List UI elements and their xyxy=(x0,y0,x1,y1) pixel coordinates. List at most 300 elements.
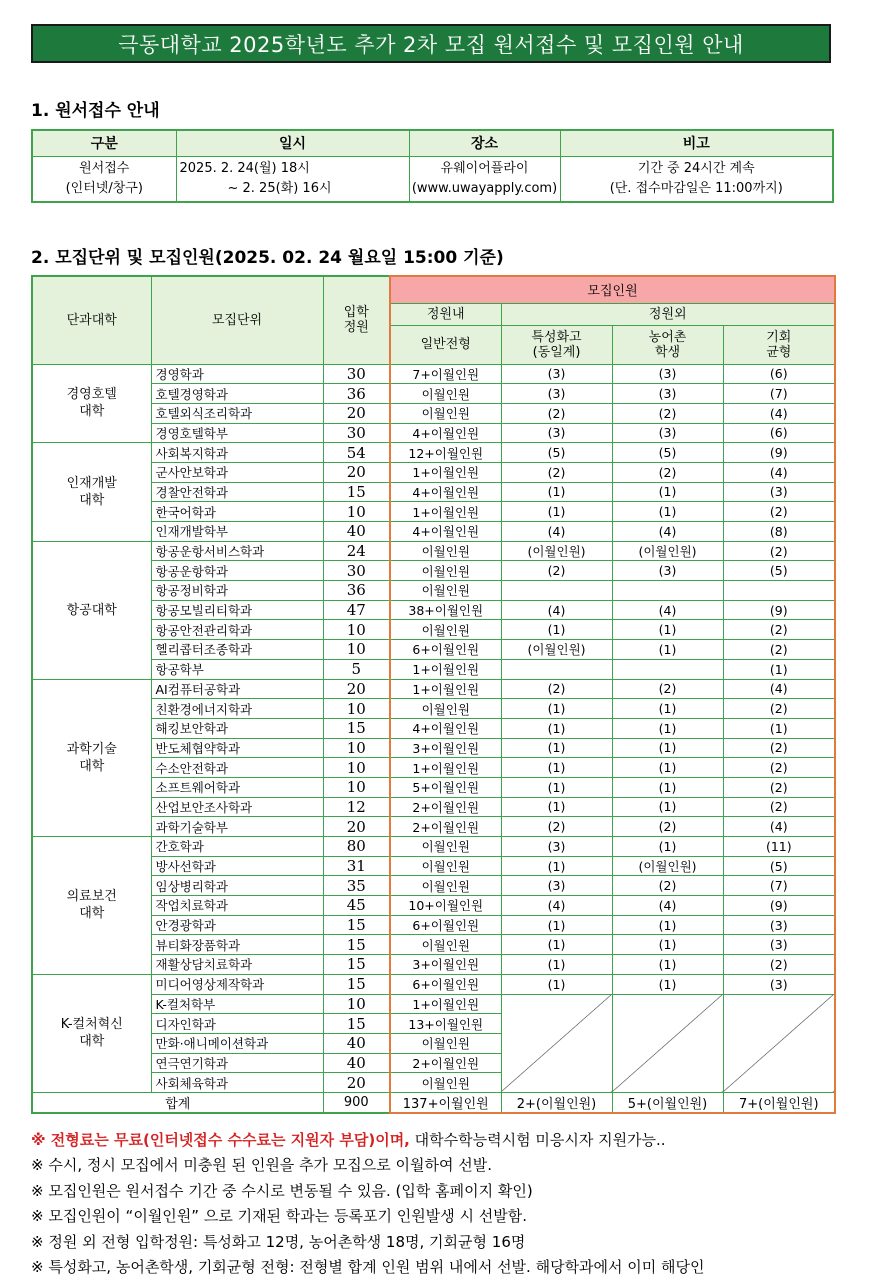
page-banner xyxy=(31,24,831,63)
college-name-line1: 인재개발 xyxy=(66,475,117,491)
general-cell: 3+이월인원 xyxy=(390,738,501,758)
capacity-cell: 15 xyxy=(323,1014,390,1034)
college-name-line1: 과학기술 xyxy=(66,741,117,757)
special-cell: (1) xyxy=(501,738,612,758)
header-rural-line1: 농어촌 xyxy=(648,329,687,345)
capacity-cell: 15 xyxy=(323,482,390,502)
rural-cell: (1) xyxy=(612,699,723,719)
equal-cell: (3) xyxy=(723,974,835,994)
application-note-line1: 기간 중 24시간 계속 xyxy=(637,160,755,176)
capacity-cell: 36 xyxy=(323,384,390,404)
capacity-cell: 24 xyxy=(323,541,390,561)
capacity-cell: 40 xyxy=(323,1033,390,1053)
header-date: 일시 xyxy=(176,130,409,156)
equal-cell: (2) xyxy=(723,640,835,660)
unit-name-cell: 수소안전학과 xyxy=(151,758,323,778)
table-row xyxy=(32,955,835,975)
general-cell: 6+이월인원 xyxy=(390,974,501,994)
equal-cell: (9) xyxy=(723,600,835,620)
rural-cell: (2) xyxy=(612,462,723,482)
recruitment-table xyxy=(31,275,836,1114)
header-college: 단과대학 xyxy=(32,276,151,364)
general-cell: 이월인원 xyxy=(390,561,501,581)
table-row xyxy=(32,837,835,857)
unit-name-cell: 미디어영상제작학과 xyxy=(151,974,323,994)
header-unit: 모집단위 xyxy=(151,276,323,364)
general-cell: 이월인원 xyxy=(390,699,501,719)
special-cell: (1) xyxy=(501,699,612,719)
equal-cell: (1) xyxy=(723,718,835,738)
header-recruit: 모집인원 xyxy=(390,276,835,303)
general-cell: 10+이월인원 xyxy=(390,896,501,916)
unit-name-cell: 재활상담치료학과 xyxy=(151,955,323,975)
application-info-table xyxy=(31,129,834,203)
rural-cell: (1) xyxy=(612,738,723,758)
college-name-cell xyxy=(32,443,151,541)
table-row xyxy=(32,581,835,601)
unit-name-cell: 경영호텔학부 xyxy=(151,423,323,443)
special-cell: (4) xyxy=(501,522,612,542)
capacity-cell: 10 xyxy=(323,738,390,758)
capacity-cell: 15 xyxy=(323,955,390,975)
unit-name-cell: 경찰안전학과 xyxy=(151,482,323,502)
capacity-cell: 40 xyxy=(323,1053,390,1073)
table-row xyxy=(32,640,835,660)
equal-cell: (3) xyxy=(723,482,835,502)
special-cell: (2) xyxy=(501,817,612,837)
general-cell: 이월인원 xyxy=(390,1073,501,1093)
capacity-cell: 80 xyxy=(323,837,390,857)
college-name-line1: 의료보건 xyxy=(66,889,117,905)
header-rural-line2: 학생 xyxy=(654,344,681,360)
college-name-cell xyxy=(32,837,151,975)
unit-name-cell: 한국어학과 xyxy=(151,502,323,522)
header-place: 장소 xyxy=(409,130,560,156)
capacity-cell: 12 xyxy=(323,797,390,817)
table-row xyxy=(32,856,835,876)
unit-name-cell: 디자인학과 xyxy=(151,1014,323,1034)
general-cell: 1+이월인원 xyxy=(390,679,501,699)
special-cell: (1) xyxy=(501,777,612,797)
college-name-line1: 경영호텔 xyxy=(66,387,117,403)
general-cell: 이월인원 xyxy=(390,876,501,896)
special-cell: (5) xyxy=(501,443,612,463)
table-row xyxy=(32,443,835,463)
rural-cell: (1) xyxy=(612,797,723,817)
general-cell: 이월인원 xyxy=(390,837,501,857)
capacity-cell: 20 xyxy=(323,817,390,837)
general-cell: 1+이월인원 xyxy=(390,659,501,679)
unit-name-cell: 헬리콥터조종학과 xyxy=(151,640,323,660)
special-cell: (2) xyxy=(501,403,612,423)
equal-cell: (2) xyxy=(723,758,835,778)
capacity-cell: 36 xyxy=(323,581,390,601)
unit-name-cell: 항공안전관리학과 xyxy=(151,620,323,640)
table-row xyxy=(32,482,835,502)
application-note-cell xyxy=(560,156,833,202)
general-cell: 1+이월인원 xyxy=(390,502,501,522)
general-cell: 13+이월인원 xyxy=(390,1014,501,1034)
unit-name-cell: 반도체협약학과 xyxy=(151,738,323,758)
equal-cell: (6) xyxy=(723,364,835,384)
special-cell: (3) xyxy=(501,876,612,896)
equal-cell: (1) xyxy=(723,659,835,679)
general-cell: 4+이월인원 xyxy=(390,522,501,542)
capacity-cell: 47 xyxy=(323,600,390,620)
college-name-cell xyxy=(32,974,151,1092)
header-rural xyxy=(612,325,723,364)
college-name-cell xyxy=(32,364,151,443)
rural-cell: (3) xyxy=(612,364,723,384)
unit-name-cell: 안경광학과 xyxy=(151,915,323,935)
special-cell: (1) xyxy=(501,718,612,738)
header-general: 일반전형 xyxy=(390,325,501,364)
general-cell: 2+이월인원 xyxy=(390,817,501,837)
rural-cell: (1) xyxy=(612,777,723,797)
special-cell: (1) xyxy=(501,974,612,994)
application-type-cell xyxy=(32,156,176,202)
total-row xyxy=(32,1092,835,1113)
application-info-header xyxy=(32,130,833,156)
table-row xyxy=(32,384,835,404)
special-cell: (1) xyxy=(501,935,612,955)
unit-name-cell: 방사선학과 xyxy=(151,856,323,876)
section1-title: 1. 원서접수 안내 xyxy=(31,101,160,121)
unit-name-cell: 항공학부 xyxy=(151,659,323,679)
note-fee-highlight: ※ 전형료는 무료(인터넷접수 수수료는 지원자 부담)이며, xyxy=(31,1131,410,1149)
rural-cell xyxy=(612,581,723,601)
unit-name-cell: 항공운항서비스학과 xyxy=(151,541,323,561)
unit-name-cell: 경영학과 xyxy=(151,364,323,384)
total-rural-cell: 5+(이월인원) xyxy=(612,1092,723,1113)
general-cell: 2+이월인원 xyxy=(390,797,501,817)
unit-name-cell: 소프트웨어학과 xyxy=(151,777,323,797)
general-cell: 6+이월인원 xyxy=(390,640,501,660)
unit-name-cell: 항공운항학과 xyxy=(151,561,323,581)
note-special-selection: ※ 특성화고, 농어촌학생, 기회균형 전형: 전형별 합계 인원 범위 내에서 선발. 해당학과에서 이미 해당인 xyxy=(31,1257,705,1276)
rural-cell: (이월인원) xyxy=(612,541,723,561)
special-cell: (4) xyxy=(501,600,612,620)
equal-cell: (8) xyxy=(723,522,835,542)
rural-cell: (1) xyxy=(612,915,723,935)
total-capacity-cell: 900 xyxy=(323,1092,390,1113)
general-cell: 1+이월인원 xyxy=(390,758,501,778)
unit-name-cell: 항공모빌리티학과 xyxy=(151,600,323,620)
capacity-cell: 10 xyxy=(323,502,390,522)
unit-name-cell: 뷰티화장품학과 xyxy=(151,935,323,955)
equal-cell xyxy=(723,581,835,601)
header-special-line1: 특성화고 xyxy=(531,329,582,345)
equal-cell: (2) xyxy=(723,502,835,522)
capacity-cell: 15 xyxy=(323,718,390,738)
equal-cell: (3) xyxy=(723,915,835,935)
capacity-cell: 10 xyxy=(323,758,390,778)
application-type-line1: 원서접수 xyxy=(79,160,130,176)
capacity-cell: 10 xyxy=(323,699,390,719)
college-name-line1: 항공대학 xyxy=(66,602,117,618)
total-special-cell: 2+(이월인원) xyxy=(501,1092,612,1113)
capacity-cell: 20 xyxy=(323,679,390,699)
general-cell: 1+이월인원 xyxy=(390,994,501,1014)
special-cell: (1) xyxy=(501,915,612,935)
capacity-cell: 40 xyxy=(323,522,390,542)
unit-name-cell: 친환경에너지학과 xyxy=(151,699,323,719)
rural-cell: (4) xyxy=(612,522,723,542)
recruitment-header-row1 xyxy=(32,276,835,303)
application-type-line2: (인터넷/창구) xyxy=(65,180,143,196)
note-extra-quota: ※ 정원 외 전형 입학정원: 특성화고 12명, 농어촌학생 18명, 기회균형 16명 xyxy=(31,1232,526,1251)
college-name-line2: 대학 xyxy=(79,758,105,774)
table-row xyxy=(32,817,835,837)
special-cell: (1) xyxy=(501,856,612,876)
general-cell: 이월인원 xyxy=(390,541,501,561)
unit-name-cell: 만화·애니메이션학과 xyxy=(151,1033,323,1053)
header-equal xyxy=(723,325,835,364)
special-cell: (이월인원) xyxy=(501,640,612,660)
rural-cell: (1) xyxy=(612,758,723,778)
unit-name-cell: 사회체육학과 xyxy=(151,1073,323,1093)
table-row xyxy=(32,876,835,896)
header-inside: 정원내 xyxy=(390,303,501,325)
table-row xyxy=(32,620,835,640)
rural-cell: (1) xyxy=(612,955,723,975)
special-cell: (2) xyxy=(501,462,612,482)
rural-cell: (2) xyxy=(612,403,723,423)
section2-title: 2. 모집단위 및 모집인원(2025. 02. 24 월요일 15:00 기준) xyxy=(31,248,504,268)
table-row xyxy=(32,600,835,620)
equal-cell: (7) xyxy=(723,384,835,404)
equal-cell: (3) xyxy=(723,935,835,955)
rural-cell: (2) xyxy=(612,679,723,699)
note-carryover: ※ 수시, 정시 모집에서 미충원 된 인원을 추가 모집으로 이월하여 선발. xyxy=(31,1156,493,1175)
rural-cell: (1) xyxy=(612,935,723,955)
table-row xyxy=(32,974,835,994)
general-cell: 이월인원 xyxy=(390,403,501,423)
special-cell: (2) xyxy=(501,679,612,699)
application-date-line2: ~ 2. 25(화) 16시 xyxy=(227,180,332,196)
rural-cell: (1) xyxy=(612,482,723,502)
header-capacity-line1: 입학 xyxy=(343,305,369,321)
table-row xyxy=(32,935,835,955)
capacity-cell: 54 xyxy=(323,443,390,463)
special-cell: (1) xyxy=(501,797,612,817)
general-cell: 1+이월인원 xyxy=(390,462,501,482)
equal-cell: (2) xyxy=(723,955,835,975)
equal-cell: (4) xyxy=(723,817,835,837)
application-info-row xyxy=(32,156,833,202)
total-label-cell: 합계 xyxy=(32,1092,323,1113)
table-row xyxy=(32,915,835,935)
special-cell: (1) xyxy=(501,482,612,502)
capacity-cell: 35 xyxy=(323,876,390,896)
equal-cell: (2) xyxy=(723,541,835,561)
rural-diagonal-cell xyxy=(612,994,723,1092)
rural-cell: (3) xyxy=(612,384,723,404)
general-cell: 3+이월인원 xyxy=(390,955,501,975)
rural-cell: (1) xyxy=(612,640,723,660)
unit-name-cell: 연극연기학과 xyxy=(151,1053,323,1073)
table-row xyxy=(32,738,835,758)
capacity-cell: 30 xyxy=(323,364,390,384)
capacity-cell: 10 xyxy=(323,994,390,1014)
special-cell xyxy=(501,659,612,679)
table-row xyxy=(32,699,835,719)
general-cell: 7+이월인원 xyxy=(390,364,501,384)
capacity-cell: 10 xyxy=(323,620,390,640)
equal-cell: (2) xyxy=(723,699,835,719)
special-cell: (4) xyxy=(501,896,612,916)
college-name-line2: 대학 xyxy=(79,906,105,922)
header-outside: 정원외 xyxy=(501,303,835,325)
unit-name-cell: 사회복지학과 xyxy=(151,443,323,463)
college-name-line1: K-컬처혁신 xyxy=(60,1017,123,1033)
general-cell: 5+이월인원 xyxy=(390,777,501,797)
capacity-cell: 5 xyxy=(323,659,390,679)
rural-cell: (1) xyxy=(612,718,723,738)
header-note: 비고 xyxy=(560,130,833,156)
header-equal-line2: 균형 xyxy=(766,344,792,360)
rural-cell: (4) xyxy=(612,600,723,620)
table-row xyxy=(32,502,835,522)
equal-cell: (9) xyxy=(723,443,835,463)
table-row xyxy=(32,679,835,699)
rural-cell: (1) xyxy=(612,502,723,522)
note-fee xyxy=(31,1128,861,1153)
capacity-cell: 15 xyxy=(323,915,390,935)
note-change: ※ 모집인원은 원서접수 기간 중 수시로 변동될 수 있음. (입학 홈페이지 확인) xyxy=(31,1181,533,1200)
special-cell: (1) xyxy=(501,620,612,640)
rural-cell: (1) xyxy=(612,620,723,640)
notes xyxy=(31,1128,861,1280)
table-row xyxy=(32,718,835,738)
application-date-cell xyxy=(176,156,409,202)
header-equal-line1: 기회 xyxy=(766,329,792,345)
application-place-cell xyxy=(409,156,560,202)
table-row xyxy=(32,797,835,817)
capacity-cell: 10 xyxy=(323,777,390,797)
table-row xyxy=(32,659,835,679)
general-cell: 4+이월인원 xyxy=(390,482,501,502)
equal-cell: (4) xyxy=(723,462,835,482)
total-equal-cell: 7+(이월인원) xyxy=(723,1092,835,1113)
header-capacity-line2: 정원 xyxy=(343,320,369,336)
special-cell: (3) xyxy=(501,837,612,857)
banner-title: 극동대학교 2025학년도 추가 2차 모집 원서접수 및 모집인원 안내 xyxy=(118,32,744,57)
equal-diagonal-cell xyxy=(723,994,835,1092)
college-name-line2: 대학 xyxy=(79,404,105,420)
special-diagonal-cell xyxy=(501,994,612,1092)
general-cell: 이월인원 xyxy=(390,1033,501,1053)
equal-cell: (9) xyxy=(723,896,835,916)
unit-name-cell: 간호학과 xyxy=(151,837,323,857)
application-date-line1: 2025. 2. 24(월) 18시 xyxy=(179,160,310,176)
general-cell: 이월인원 xyxy=(390,620,501,640)
equal-cell: (4) xyxy=(723,403,835,423)
rural-cell: (1) xyxy=(612,974,723,994)
general-cell: 4+이월인원 xyxy=(390,423,501,443)
equal-cell: (2) xyxy=(723,620,835,640)
rural-cell: (3) xyxy=(612,561,723,581)
special-cell: (1) xyxy=(501,955,612,975)
table-row xyxy=(32,896,835,916)
rural-cell: (이월인원) xyxy=(612,856,723,876)
equal-cell: (5) xyxy=(723,856,835,876)
rural-cell: (5) xyxy=(612,443,723,463)
unit-name-cell: 산업보안조사학과 xyxy=(151,797,323,817)
application-place-line1: 유웨이어플라이 xyxy=(440,160,529,176)
equal-cell: (2) xyxy=(723,738,835,758)
capacity-cell: 10 xyxy=(323,640,390,660)
college-name-line2: 대학 xyxy=(79,1034,105,1050)
application-note-line2: (단. 접수마감일은 11:00까지) xyxy=(609,180,783,196)
equal-cell: (5) xyxy=(723,561,835,581)
capacity-cell: 45 xyxy=(323,896,390,916)
general-cell: 이월인원 xyxy=(390,384,501,404)
table-row xyxy=(32,758,835,778)
equal-cell: (2) xyxy=(723,797,835,817)
special-cell: (2) xyxy=(501,561,612,581)
special-cell: (3) xyxy=(501,423,612,443)
table-row xyxy=(32,522,835,542)
capacity-cell: 31 xyxy=(323,856,390,876)
general-cell: 2+이월인원 xyxy=(390,1053,501,1073)
unit-name-cell: 항공정비학과 xyxy=(151,581,323,601)
total-general-cell: 137+이월인원 xyxy=(390,1092,501,1113)
unit-name-cell: 호텔외식조리학과 xyxy=(151,403,323,423)
capacity-cell: 20 xyxy=(323,462,390,482)
header-type: 구분 xyxy=(32,130,176,156)
special-cell: (이월인원) xyxy=(501,541,612,561)
unit-name-cell: AI컴퓨터공학과 xyxy=(151,679,323,699)
equal-cell: (4) xyxy=(723,679,835,699)
unit-name-cell: 인재개발학부 xyxy=(151,522,323,542)
rural-cell: (1) xyxy=(612,837,723,857)
table-row xyxy=(32,777,835,797)
equal-cell: (7) xyxy=(723,876,835,896)
application-place-link[interactable]: (www.uwayapply.com) xyxy=(411,180,558,196)
special-cell: (3) xyxy=(501,364,612,384)
rural-cell: (2) xyxy=(612,817,723,837)
general-cell: 4+이월인원 xyxy=(390,718,501,738)
unit-name-cell: 작업치료학과 xyxy=(151,896,323,916)
college-name-line2: 대학 xyxy=(79,492,105,508)
header-special xyxy=(501,325,612,364)
unit-name-cell: 임상병리학과 xyxy=(151,876,323,896)
table-row xyxy=(32,462,835,482)
header-special-line2: (동일계) xyxy=(532,344,581,360)
rural-cell: (2) xyxy=(612,876,723,896)
general-cell: 38+이월인원 xyxy=(390,600,501,620)
table-row xyxy=(32,423,835,443)
table-row xyxy=(32,403,835,423)
capacity-cell: 15 xyxy=(323,935,390,955)
table-row xyxy=(32,561,835,581)
special-cell: (3) xyxy=(501,384,612,404)
college-name-cell xyxy=(32,679,151,837)
table-row xyxy=(32,994,835,1014)
equal-cell: (11) xyxy=(723,837,835,857)
table-row xyxy=(32,541,835,561)
equal-cell: (6) xyxy=(723,423,835,443)
general-cell: 이월인원 xyxy=(390,935,501,955)
capacity-cell: 30 xyxy=(323,423,390,443)
capacity-cell: 15 xyxy=(323,974,390,994)
general-cell: 이월인원 xyxy=(390,856,501,876)
rural-cell: (3) xyxy=(612,423,723,443)
general-cell: 6+이월인원 xyxy=(390,915,501,935)
equal-cell: (2) xyxy=(723,777,835,797)
unit-name-cell: K-컬처학부 xyxy=(151,994,323,1014)
